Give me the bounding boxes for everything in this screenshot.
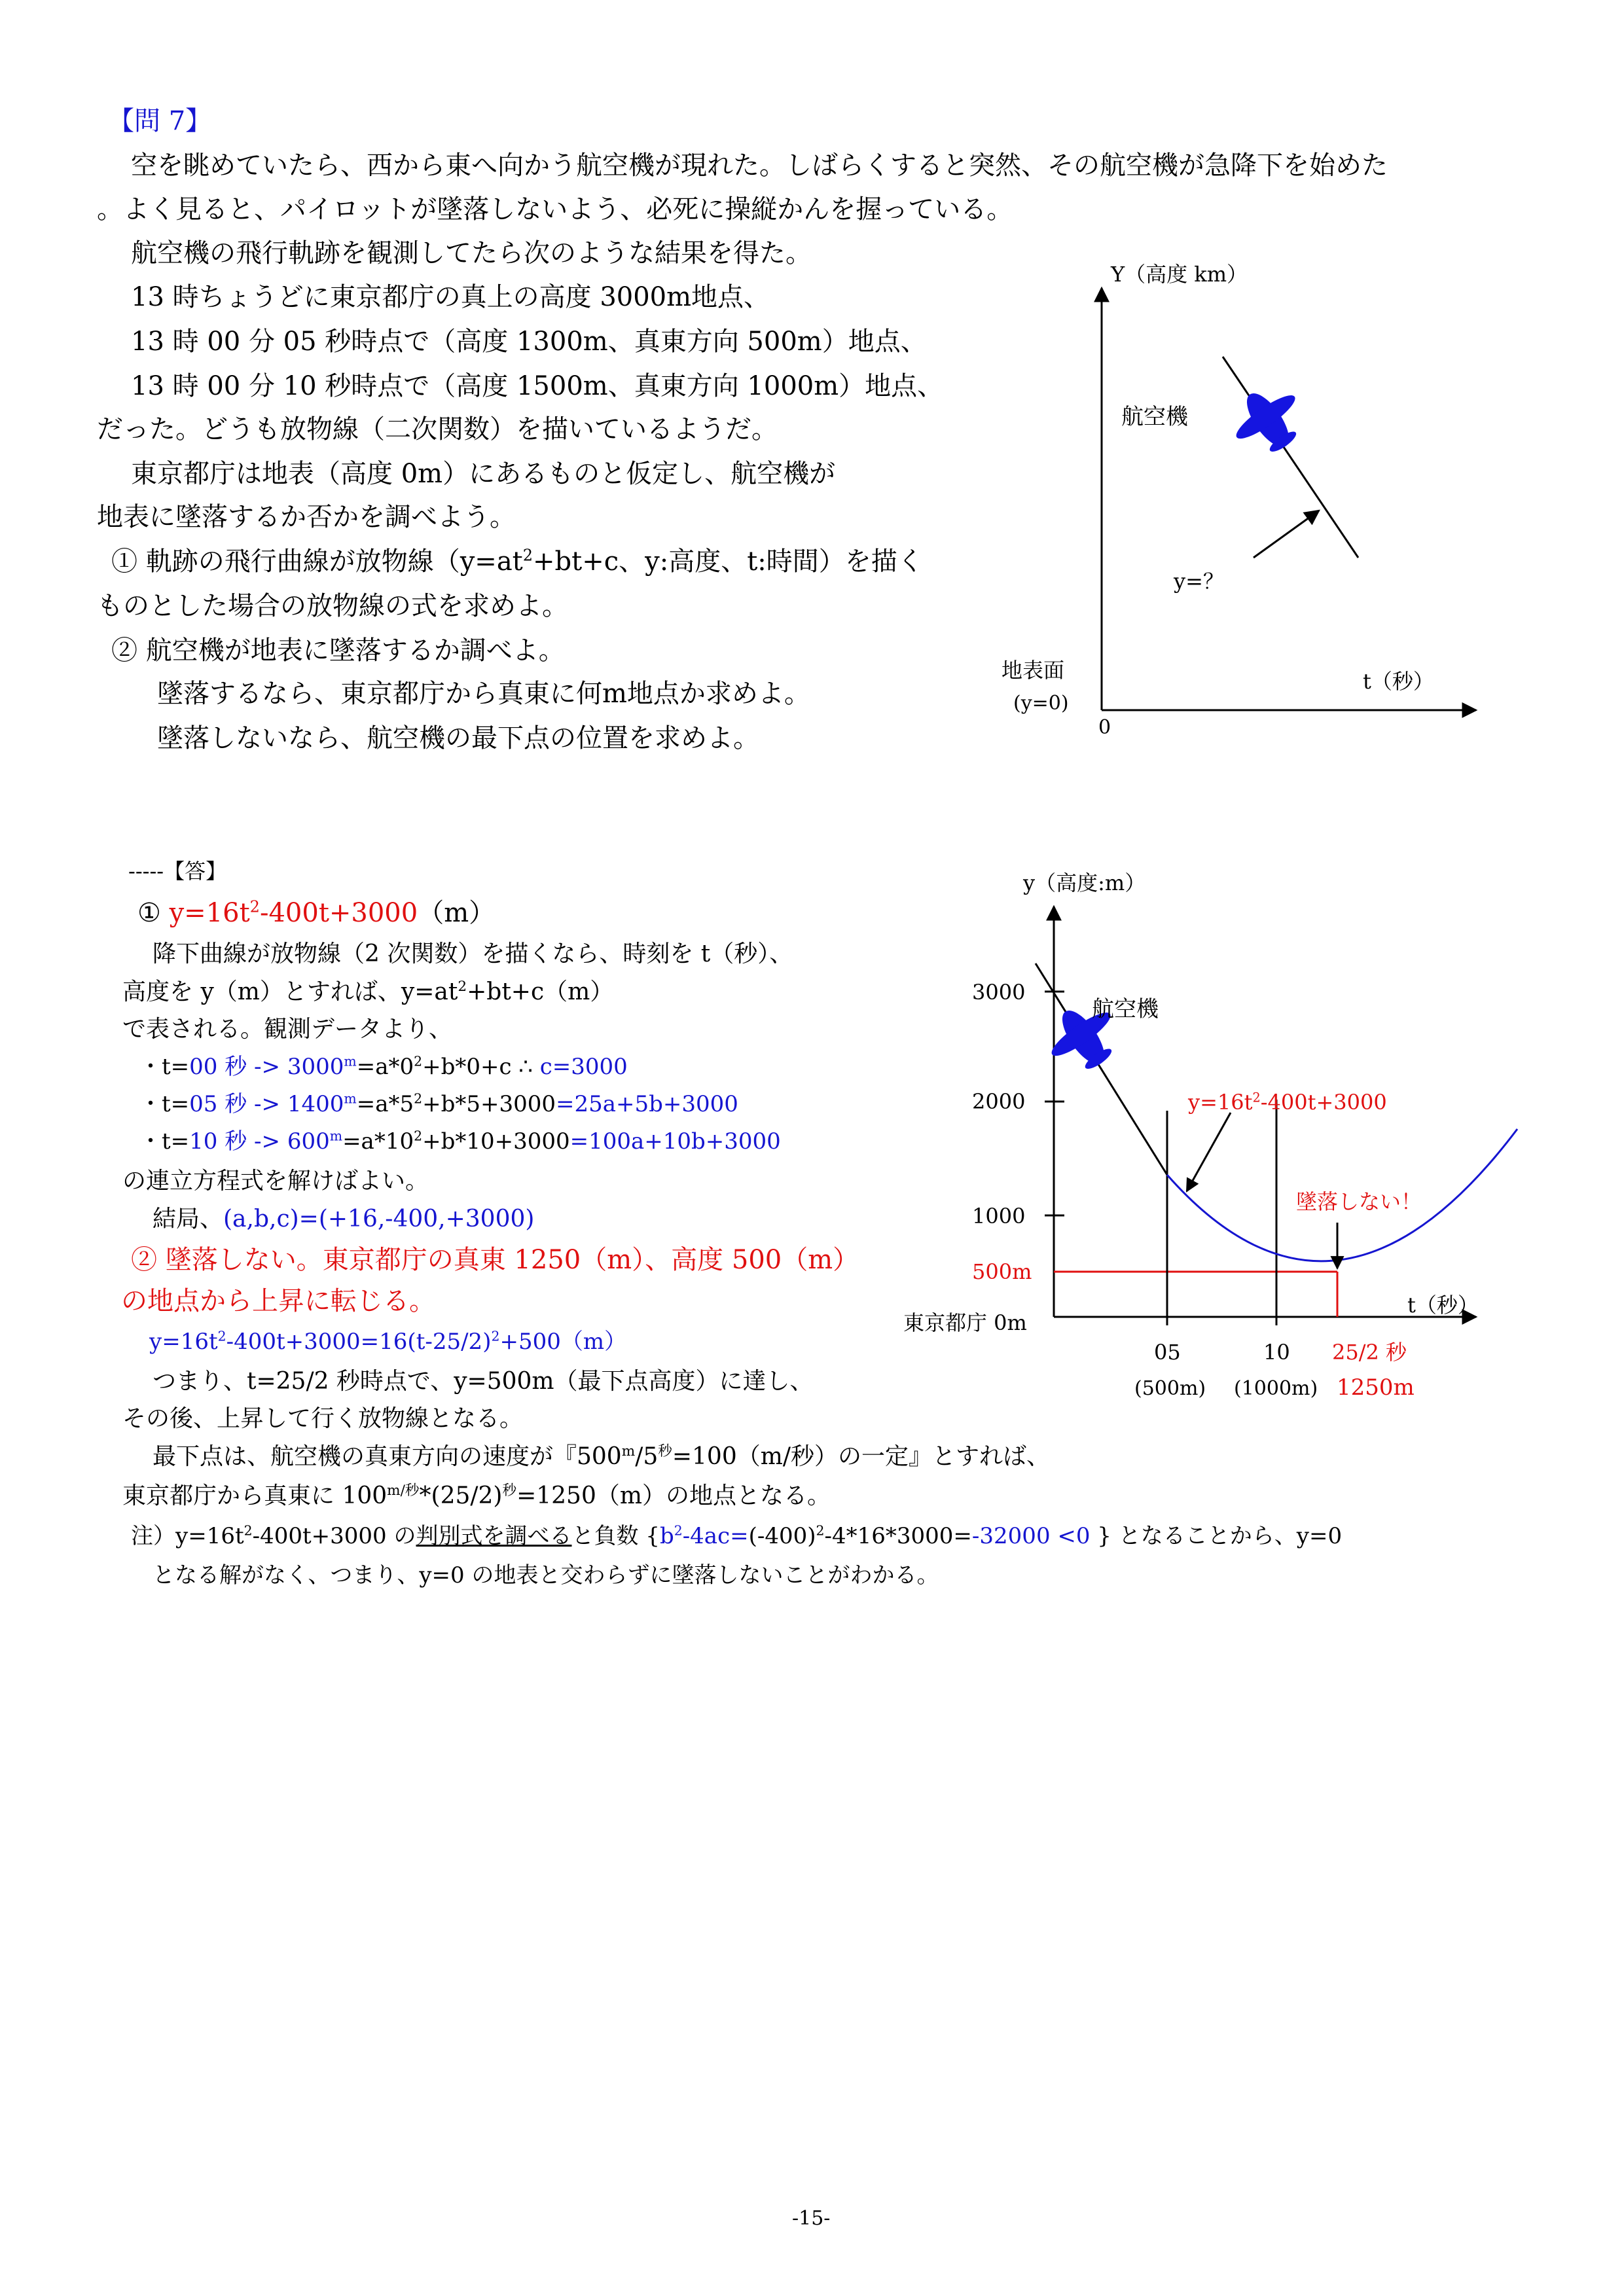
question-2-line-b: 墜落するなら、東京都庁から真東に何m地点か求めよ。 [157, 679, 810, 709]
answer-header: -----【答】 [128, 859, 227, 884]
answer-bullet-1: ・t=00 秒 -> $3000^m=a*0^2+b*0+c$ ∴ c=3000 [139, 1053, 628, 1080]
question-1-line-b: ものとした場合の放物線の式を求めよ。 [97, 591, 568, 621]
fig2-x-axis-label: t（秒） [1407, 1293, 1479, 1318]
answer-line-2: 高度を y（m）とすれば、$y=at^2+bt+c(m)$ [122, 978, 614, 1005]
question-2-line-a: ② 航空機が地表に墜落するか調べよ。 [111, 636, 565, 666]
fig2-x-label-10: 10 [1263, 1340, 1290, 1365]
problem-line-8: 東京都庁は地表（高度 0m）にあるものと仮定し、航空機が [131, 459, 836, 489]
question-1-line-a: ① 軌跡の飛行曲線が放物線（$y=at^2+bt+c$、y:高度、t:時間）を描く [111, 546, 924, 577]
answer-line-4: の連立方程式を解けばよい。 [122, 1168, 429, 1194]
answer-line-6: つまり、t=25/2 秒時点で、y=500m（最下点高度）に達し、 [153, 1368, 814, 1395]
fig2-no-crash-label: 墜落しない！ [1296, 1189, 1422, 1214]
fig2-y-axis-label: y（高度:m） [1023, 870, 1146, 895]
answer-line-9: 東京都庁から真東に $100^{m/秒}*(25/2)^秒=1250(m)$の地点となる。 [122, 1482, 831, 1509]
problem-line-1: 空を眺めていたら、西から東へ向かう航空機が現れた。しばらくすると突然、その航空機が急降下を始めた [131, 151, 1388, 181]
fig2-tick-label-3000: 3000 [972, 980, 1026, 1005]
fig2-curve-label: $y=16t^2-400t+3000$ [1188, 1090, 1387, 1115]
answer-1-equation: ① $y=16t^2-400t+3000(m)$ [137, 897, 496, 928]
answer-2-line-2: の地点から上昇に転じる。 [121, 1286, 435, 1316]
fig2-x-sub-10: (1000m) [1234, 1377, 1318, 1400]
fig2-curve-pointer [1187, 1113, 1231, 1191]
answer-line-1: 降下曲線が放物線（2 次関数）を描くなら、時刻を t（秒）、 [153, 941, 793, 967]
fig2-tick-label-2000: 2000 [972, 1089, 1026, 1114]
answer-bullet-3: ・t=10 秒 -> $600^m=a*10^2+b*10+3000=100a+10b+3000$ [139, 1128, 781, 1155]
problem-title: 【問 7】 [108, 106, 212, 136]
problem-line-5: 13 時 00 分 05 秒時点で（高度 1300m、真東方向 500m）地点、 [131, 327, 927, 357]
fig1-origin: 0 [1098, 716, 1111, 739]
fig1-ground-sub: (y=0) [1013, 692, 1069, 715]
fig2-tick-label-500m: 500m [972, 1259, 1032, 1284]
problem-line-9: 地表に墜落するか否かを調べよう。 [97, 502, 516, 532]
answer-note-line-1: 注）$y=16t^2-400t+3000$ の判別式を調べると負数 {$b^2-4ac=(-400)^2-4*16*3000=-32000 <0$ } となることから、y=0 [131, 1522, 1343, 1549]
fig2-x-sub-05: (500m) [1134, 1377, 1206, 1400]
fig1-curve-label: y=？ [1174, 569, 1224, 594]
fig1-plane-label: 航空機 [1121, 404, 1188, 430]
fig2-plane-label: 航空機 [1092, 996, 1159, 1022]
answer-2-equation: $y=16t^2-400t+3000=16(t-25/2)^2+500(m)$ [149, 1328, 627, 1355]
fig2-origin-label: 東京都庁 0m [903, 1310, 1027, 1335]
fig2-tick-label-1000: 1000 [972, 1204, 1026, 1229]
answer-line-8: 最下点は、航空機の真東方向の速度が『$500^m/5^秒=100(m/$秒）の一定』とすれば、 [153, 1443, 1051, 1470]
answer-bullet-2: ・t=05 秒 -> $1400^m=a*5^2+b*5+3000=25a+5b+3000$ [139, 1090, 738, 1117]
answer-line-5: 結局、(a,b,c)=(+16,-400,+3000) [153, 1206, 535, 1232]
answer-note-line-2: となる解がなく、つまり、y=0 の地表と交わらずに墜落しないことがわかる。 [153, 1562, 939, 1588]
fig2-x-label-min: 25/2 秒 [1332, 1340, 1407, 1365]
answer-2-line-1: ② 墜落しない。東京都庁の真東 1250（m）、高度 500（m） [131, 1245, 859, 1275]
page-number: -15- [792, 2207, 831, 2230]
problem-line-7: だった。どうも放物線（二次関数）を描いているようだ。 [97, 414, 778, 444]
fig1-y-axis-label: Y（高度 km） [1111, 262, 1248, 287]
fig2-x-sub-min: 1250m [1337, 1374, 1415, 1401]
answer-line-3: で表される。観測データより、 [122, 1016, 453, 1043]
fig1-x-axis-label: t（秒） [1363, 669, 1434, 694]
answer-line-7: その後、上昇して行く放物線となる。 [122, 1405, 524, 1432]
fig2-descent-line [1036, 963, 1167, 1175]
problem-line-3: 航空機の飛行軌跡を観測してたら次のような結果を得た。 [131, 238, 812, 268]
problem-line-2: 。よく見ると、パイロットが墜落しないよう、必死に操縦かんを握っている。 [97, 194, 1013, 224]
fig1-ground-label: 地表面 [1001, 658, 1065, 683]
question-2-line-c: 墜落しないなら、航空機の最下点の位置を求めよ。 [157, 723, 759, 753]
fig2-x-label-05: 05 [1154, 1340, 1181, 1365]
problem-line-4: 13 時ちょうどに東京都庁の真上の高度 3000m地点、 [131, 282, 770, 312]
problem-line-6: 13 時 00 分 10 秒時点で（高度 1500m、真東方向 1000m）地点、 [131, 371, 944, 401]
